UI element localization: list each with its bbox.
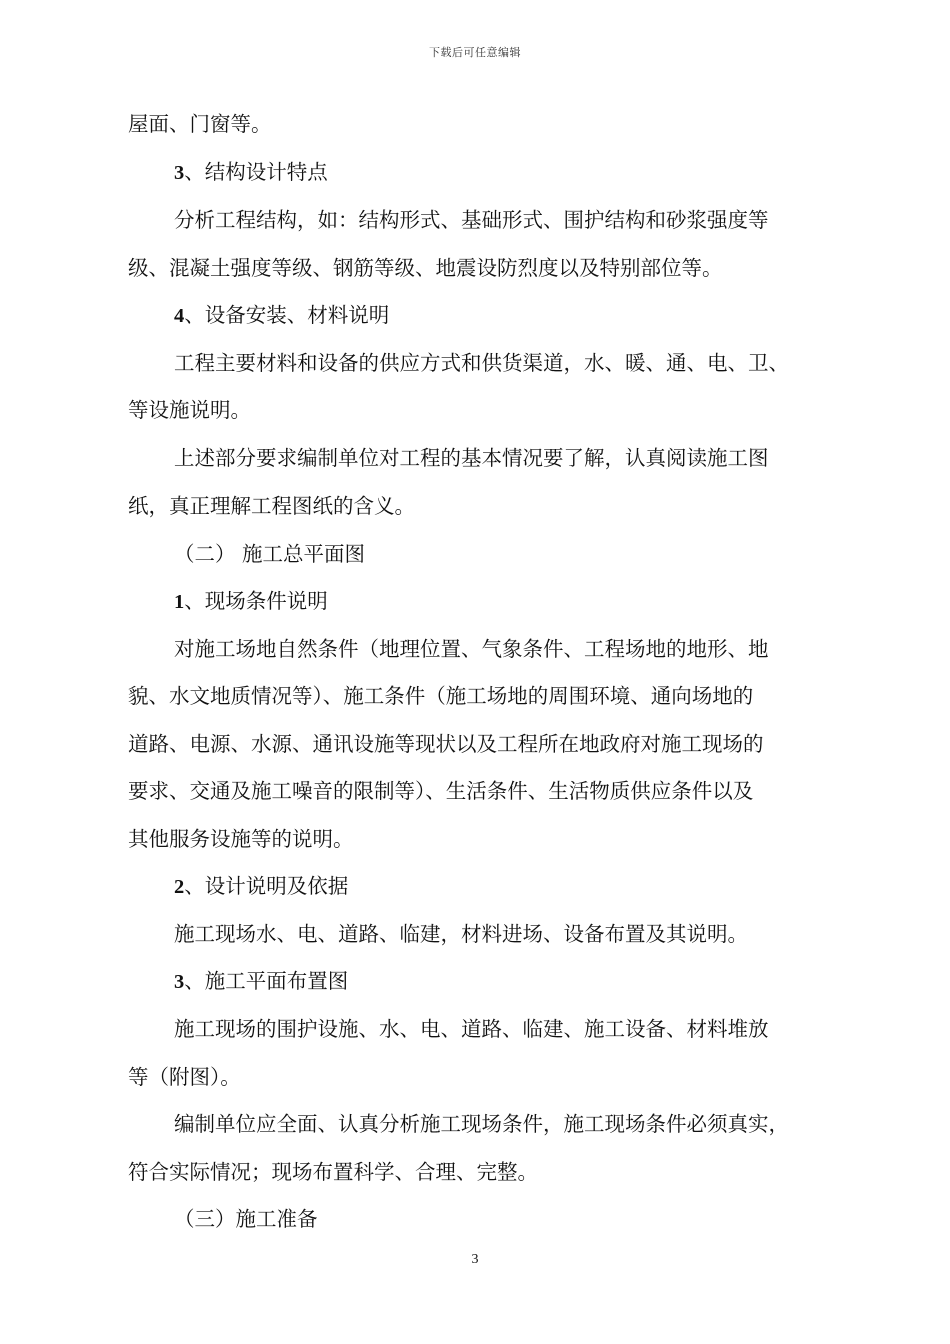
section-heading-layout — [174, 965, 874, 998]
paragraph-line: 施工现场水、电、道路、临建，材料进场、设备布置及其说明。 — [174, 922, 748, 946]
paragraph-line: 貌、水文地质情况等）、施工条件（施工场地的周围环境、通向场地的 — [128, 684, 754, 708]
paragraph-line: 等设施说明。 — [128, 398, 251, 422]
section-heading-design — [174, 870, 874, 903]
heading-number: 1 — [174, 591, 185, 613]
paragraph-line: 要求、交通及施工噪音的限制等）、生活条件、生活物质供应条件以及 — [128, 779, 754, 803]
heading-text: 、现场条件说明 — [184, 589, 328, 613]
paragraph-line: 分析工程结构，如：结构形式、基础形式、围护结构和砂浆强度等 — [174, 208, 769, 232]
section-heading-site-conditions — [174, 585, 874, 618]
section-heading-preparation: （三）施工准备 — [174, 1207, 318, 1231]
heading-text: 、施工平面布置图 — [184, 969, 349, 993]
paragraph-line: 施工现场的围护设施、水、电、道路、临建、施工设备、材料堆放 — [174, 1017, 769, 1041]
heading-number: 4 — [174, 305, 185, 327]
section-heading-site-plan: （二） 施工总平面图 — [174, 542, 366, 566]
heading-number: 2 — [174, 876, 185, 898]
paragraph-line: 等（附图）。 — [128, 1065, 241, 1089]
section-heading-equipment — [174, 299, 874, 332]
paragraph-line: 纸，真正理解工程图纸的含义。 — [128, 494, 415, 518]
paragraph-line: 级、混凝土强度等级、钢筋等级、地震设防烈度以及特别部位等。 — [128, 256, 723, 280]
paragraph-line: 上述部分要求编制单位对工程的基本情况要了解，认真阅读施工图 — [174, 446, 769, 470]
paragraph-line: 对施工场地自然条件（地理位置、气象条件、工程场地的地形、地 — [174, 637, 769, 661]
paragraph-line: 其他服务设施等的说明。 — [128, 827, 354, 851]
heading-number: 3 — [174, 971, 185, 993]
paragraph-line: 道路、电源、水源、通讯设施等现状以及工程所在地政府对施工现场的 — [128, 732, 764, 756]
heading-number: 3 — [174, 162, 185, 184]
heading-text: 、设计说明及依据 — [184, 874, 349, 898]
page-header: 下载后可任意编辑 — [429, 46, 521, 59]
page-number: 3 — [471, 1252, 479, 1267]
heading-text: 、结构设计特点 — [184, 160, 328, 184]
paragraph-line: 符合实际情况；现场布置科学、合理、完整。 — [128, 1160, 538, 1184]
paragraph-line: 工程主要材料和设备的供应方式和供货渠道，水、暖、通、电、卫、 — [174, 351, 789, 375]
heading-text: 、设备安装、材料说明 — [184, 303, 390, 327]
paragraph-line: 编制单位应全面、认真分析施工现场条件，施工现场条件必须真实， — [174, 1112, 789, 1136]
paragraph-line: 屋面、门窗等。 — [128, 112, 272, 136]
section-heading-structure — [174, 156, 874, 189]
